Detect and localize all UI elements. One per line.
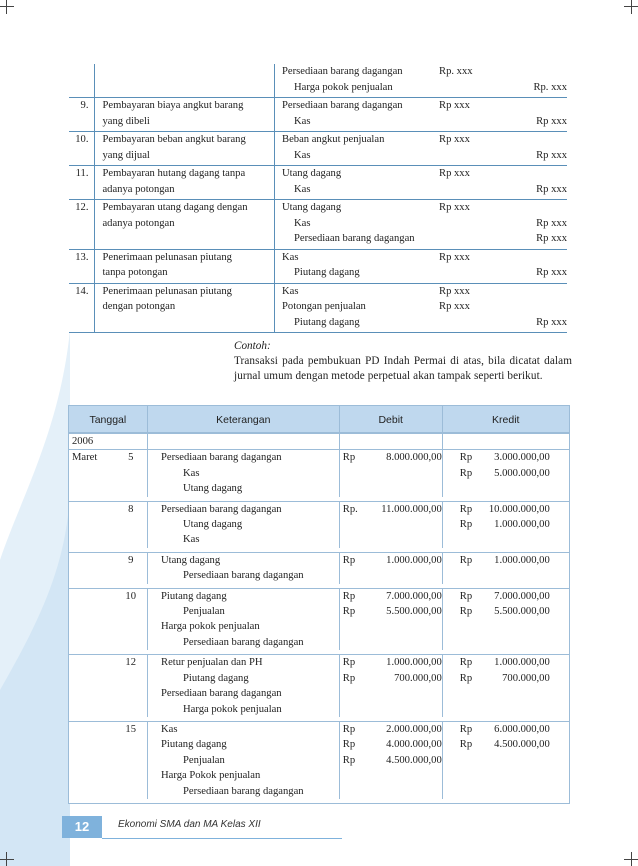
description-line: adanya potongan [102,217,175,229]
day-label: 10 [125,590,137,602]
journal-entry [275,200,568,250]
currency-label: Rp. [342,503,358,515]
credit-cell [443,553,569,584]
credit-amount [460,737,569,752]
date-cell [69,450,148,496]
table-row [69,166,567,200]
table-row [69,64,567,98]
account-name: Harga Pokok penjualan [161,770,261,782]
description-cell [148,722,340,799]
page-number: 12 [62,816,102,838]
transaction-description [95,132,275,166]
debit-amount [439,216,491,232]
credit-amount [460,502,569,517]
journal-guide-body [69,64,567,333]
account-name: Persediaan barang dagangan [183,636,304,648]
header-keterangan: Keterangan [148,406,340,432]
day-label: 8 [128,503,134,515]
year-label: 2006 [72,436,94,447]
journal-line [282,114,567,130]
date-cell [69,502,148,548]
month-label: Maret [72,452,98,464]
debit-amount [343,502,442,517]
debit-amount [343,737,442,752]
credit-amount: Rp xxx [536,267,567,278]
book-title: Ekonomi SMA dan MA Kelas XII [118,819,261,830]
journal-entry [275,64,568,98]
description-line: yang dijual [102,149,150,161]
debit-amount: Rp xxx [439,100,470,111]
journal-entry [275,98,568,132]
journal-line [282,98,567,114]
journal-entry-row [69,501,569,552]
day-label: 5 [128,452,134,464]
description-line: Pembayaran biaya angkut barang [102,100,244,111]
journal-entry-row [69,654,569,721]
journal-entry [275,249,568,283]
journal-line [282,148,567,164]
debit-cell [340,655,443,717]
account-name: Utang dagang [183,483,243,495]
currency-label: Rp [342,739,356,751]
description-line: Penerimaan pelunasan piutang [102,285,232,297]
description-line: tanpa potongan [102,267,168,278]
row-number: 13. [69,249,95,283]
journal-entry-row [69,721,569,803]
credit-value: 700.000,00 [502,672,550,684]
credit-amount [491,166,567,182]
general-journal-table [68,405,570,804]
credit-amount [491,98,567,114]
debit-amount [343,753,442,768]
debit-amount [439,182,491,198]
account-name: Retur penjualan dan PH [161,657,263,669]
debit-amount [343,450,442,465]
currency-label: Rp [342,554,356,566]
credit-cell [443,502,569,548]
header-kredit: Kredit [492,414,520,426]
credit-cell [443,450,569,496]
credit-amount: Rp xxx [536,183,567,195]
description-cell [148,450,340,496]
credit-value: 5.500.000,00 [494,606,550,618]
footer-divider [102,838,342,839]
journal-line [282,231,567,247]
account-name: Utang dagang [183,519,243,531]
debit-amount [343,604,442,619]
description-line: Pembayaran hutang dagang tanpa [102,168,246,179]
transaction-description [95,200,275,250]
debit-value: 4.500.000,00 [386,754,442,766]
year-cell [69,434,148,449]
debit-amount: Rp xxx [439,251,470,263]
credit-cell [443,655,569,717]
account-name: Harga pokok penjualan [161,621,260,633]
credit-value: 5.000.000,00 [494,467,550,479]
account-name: Harga pokok penjualan [294,81,393,93]
credit-value: 1.000.000,00 [494,554,550,566]
journal-line [282,182,567,198]
credit-amount [460,722,569,737]
transaction-description [95,64,275,98]
currency-label: Rp [342,606,356,618]
crop-mark-top-left [6,0,7,14]
debit-amount [439,265,491,281]
credit-cell [443,589,569,651]
account-name: Piutang dagang [161,590,227,602]
date-cell [69,589,148,651]
journal-line [282,216,567,232]
debit-amount [343,655,442,670]
journal-line [282,315,567,331]
crop-mark-top-left-h [0,6,14,7]
debit-amount: Rp xxx [439,301,470,312]
journal-year-row [69,433,569,449]
account-name: Piutang dagang [294,316,360,328]
journal-entry [275,283,568,333]
debit-amount [343,671,442,686]
debit-value: 5.500.000,00 [386,606,442,618]
debit-value: 8.000.000,00 [386,452,442,464]
description-line: Pembayaran beban angkut barang [102,134,246,145]
debit-cell [340,553,443,584]
currency-label: Rp [459,657,473,669]
account-name: Piutang dagang [183,672,249,684]
currency-label: Rp [342,590,356,602]
journal-line [282,132,567,148]
debit-value: 2.000.000,00 [386,723,442,735]
debit-value: 700.000,00 [394,672,442,684]
account-name: Penjualan [183,606,225,618]
journal-line [282,200,567,216]
debit-value: 11.000.000,00 [381,503,442,515]
crop-mark-bottom-left-h [0,859,14,860]
journal-line [282,250,567,266]
credit-value: 6.000.000,00 [494,723,550,735]
currency-label: Rp [342,723,356,735]
account-name: Potongan penjualan [282,301,366,312]
credit-amount [460,589,569,604]
table-row [69,132,567,166]
row-number: 10. [69,132,95,166]
example-title: Contoh: [234,340,271,352]
debit-amount [439,148,491,164]
account-name: Persediaan barang dagangan [183,785,304,797]
debit-value: 4.000.000,00 [386,739,442,751]
account-name: Persediaan barang dagangan [161,688,282,700]
debit-amount [343,553,442,568]
crop-mark-top-right-h [624,6,638,7]
debit-cell [340,450,443,496]
header-debit: Debit [340,406,443,432]
account-name: Kas [294,115,311,127]
account-name: Persediaan barang dagangan [282,66,403,77]
credit-amount [460,466,569,481]
month-label [69,655,114,717]
journal-body [68,433,570,804]
debit-amount: Rp. xxx [439,66,473,77]
debit-value: 1.000.000,00 [386,554,442,566]
debit-value: 7.000.000,00 [386,590,442,602]
debit-cell [340,589,443,651]
credit-amount [460,604,569,619]
journal-line [282,299,567,315]
credit-amount [491,200,567,216]
credit-amount: Rp xxx [536,217,567,229]
header-tanggal: Tanggal [69,406,148,432]
currency-label: Rp [459,606,473,618]
currency-label: Rp [342,452,356,464]
crop-mark-bottom-right-h [624,859,638,860]
account-name: Beban angkut penjualan [282,134,385,145]
date-cell [69,722,148,799]
journal-line [282,284,567,300]
currency-label: Rp [459,672,473,684]
credit-amount [460,553,569,568]
journal-line [282,64,567,80]
table-row [69,200,567,250]
journal-entry-row [69,449,569,500]
debit-cell [340,502,443,548]
description-line: dengan potongan [102,301,176,312]
credit-amount: Rp xxx [536,149,567,161]
description-cell [148,553,340,584]
journal-entry-row [69,552,569,588]
currency-label: Rp [459,467,473,479]
transaction-description [95,249,275,283]
credit-amount [460,655,569,670]
debit-amount [343,589,442,604]
currency-label: Rp [459,554,473,566]
journal-entry [275,166,568,200]
row-number: 9. [69,98,95,132]
currency-label: Rp [459,503,473,515]
currency-label: Rp [342,754,356,766]
credit-value: 1.000.000,00 [494,657,550,669]
debit-amount: Rp xxx [439,168,470,179]
journal-entry [275,132,568,166]
credit-amount [491,250,567,266]
credit-amount: Rp xxx [536,233,567,244]
account-name: Kas [282,251,299,263]
credit-amount [491,132,567,148]
transaction-description [95,166,275,200]
credit-cell [443,722,569,799]
transaction-description [95,283,275,333]
debit-amount: Rp xxx [439,285,470,297]
row-number [69,64,95,98]
account-name: Penjualan [183,754,225,766]
table-row [69,283,567,333]
credit-value: 3.000.000,00 [494,452,550,464]
month-label [69,722,114,799]
day-label: 15 [125,723,137,735]
credit-amount: Rp xxx [536,115,567,127]
journal-header [68,405,570,433]
credit-value: 7.000.000,00 [494,590,550,602]
credit-amount [460,671,569,686]
account-name: Persediaan barang dagangan [161,452,282,464]
account-name: Harga pokok penjualan [183,703,282,715]
account-name: Kas [294,149,311,161]
account-name: Kas [183,467,200,479]
description-line: adanya potongan [102,183,175,195]
month-label [69,589,114,651]
credit-amount [460,450,569,465]
account-name: Utang dagang [282,168,342,179]
description-cell [148,502,340,548]
credit-value: 10.000.000,00 [488,503,550,515]
account-name: Persediaan barang dagangan [282,100,403,111]
month-label [69,502,114,548]
date-cell [69,655,148,717]
day-label: 12 [125,657,137,669]
day-label: 9 [128,554,134,566]
account-name: Utang dagang [282,202,342,213]
crop-mark-top-right [631,0,632,14]
currency-label: Rp [342,657,356,669]
account-name: Kas [294,183,311,195]
row-number: 12. [69,200,95,250]
currency-label: Rp [459,723,473,735]
debit-value: 1.000.000,00 [386,657,442,669]
description-cell [148,655,340,717]
account-name: Persediaan barang dagangan [161,503,282,515]
journal-line [282,166,567,182]
account-name: Kas [282,285,299,297]
journal-guide-table [69,64,567,333]
credit-amount: Rp xxx [536,316,567,328]
journal-entry-row [69,588,569,655]
table-row [69,98,567,132]
debit-cell [340,722,443,799]
account-name: Utang dagang [161,554,221,566]
currency-label: Rp [459,452,473,464]
account-name: Piutang dagang [294,267,360,278]
debit-amount: Rp xxx [439,134,470,145]
description-line: yang dibeli [102,115,150,127]
debit-amount [439,114,491,130]
table-row [69,249,567,283]
debit-amount [439,231,491,247]
credit-amount [491,299,567,315]
currency-label: Rp [459,590,473,602]
credit-amount [491,284,567,300]
account-name: Kas [161,723,178,735]
example-block [234,339,572,383]
currency-label: Rp [459,519,473,531]
credit-value: 4.500.000,00 [494,739,550,751]
credit-amount: Rp. xxx [533,81,567,93]
credit-amount [460,517,569,532]
transaction-description [95,98,275,132]
debit-amount [439,80,491,96]
description-line: Penerimaan pelunasan piutang [102,251,232,263]
debit-amount: Rp xxx [439,202,470,213]
journal-line [282,265,567,281]
account-name: Persediaan barang dagangan [183,570,304,582]
row-number: 14. [69,283,95,333]
account-name: Persediaan barang dagangan [294,233,415,244]
credit-amount [491,64,567,80]
currency-label: Rp [459,739,473,751]
debit-amount [439,315,491,331]
credit-value: 1.000.000,00 [494,519,550,531]
description-line: Pembayaran utang dagang dengan [102,202,248,213]
currency-label: Rp [342,672,356,684]
account-name: Piutang dagang [161,739,227,751]
row-number: 11. [69,166,95,200]
journal-line [282,80,567,96]
debit-amount [343,722,442,737]
month-label [69,553,114,584]
description-cell [148,589,340,651]
account-name: Kas [294,217,311,229]
example-text: Transaksi pada pembukuan PD Indah Permai di atas, bila dicatat dalam jurnal umum dengan metode perpetual akan tampak seperti berikut. [234,355,572,382]
date-cell [69,553,148,584]
account-name: Kas [183,534,200,546]
